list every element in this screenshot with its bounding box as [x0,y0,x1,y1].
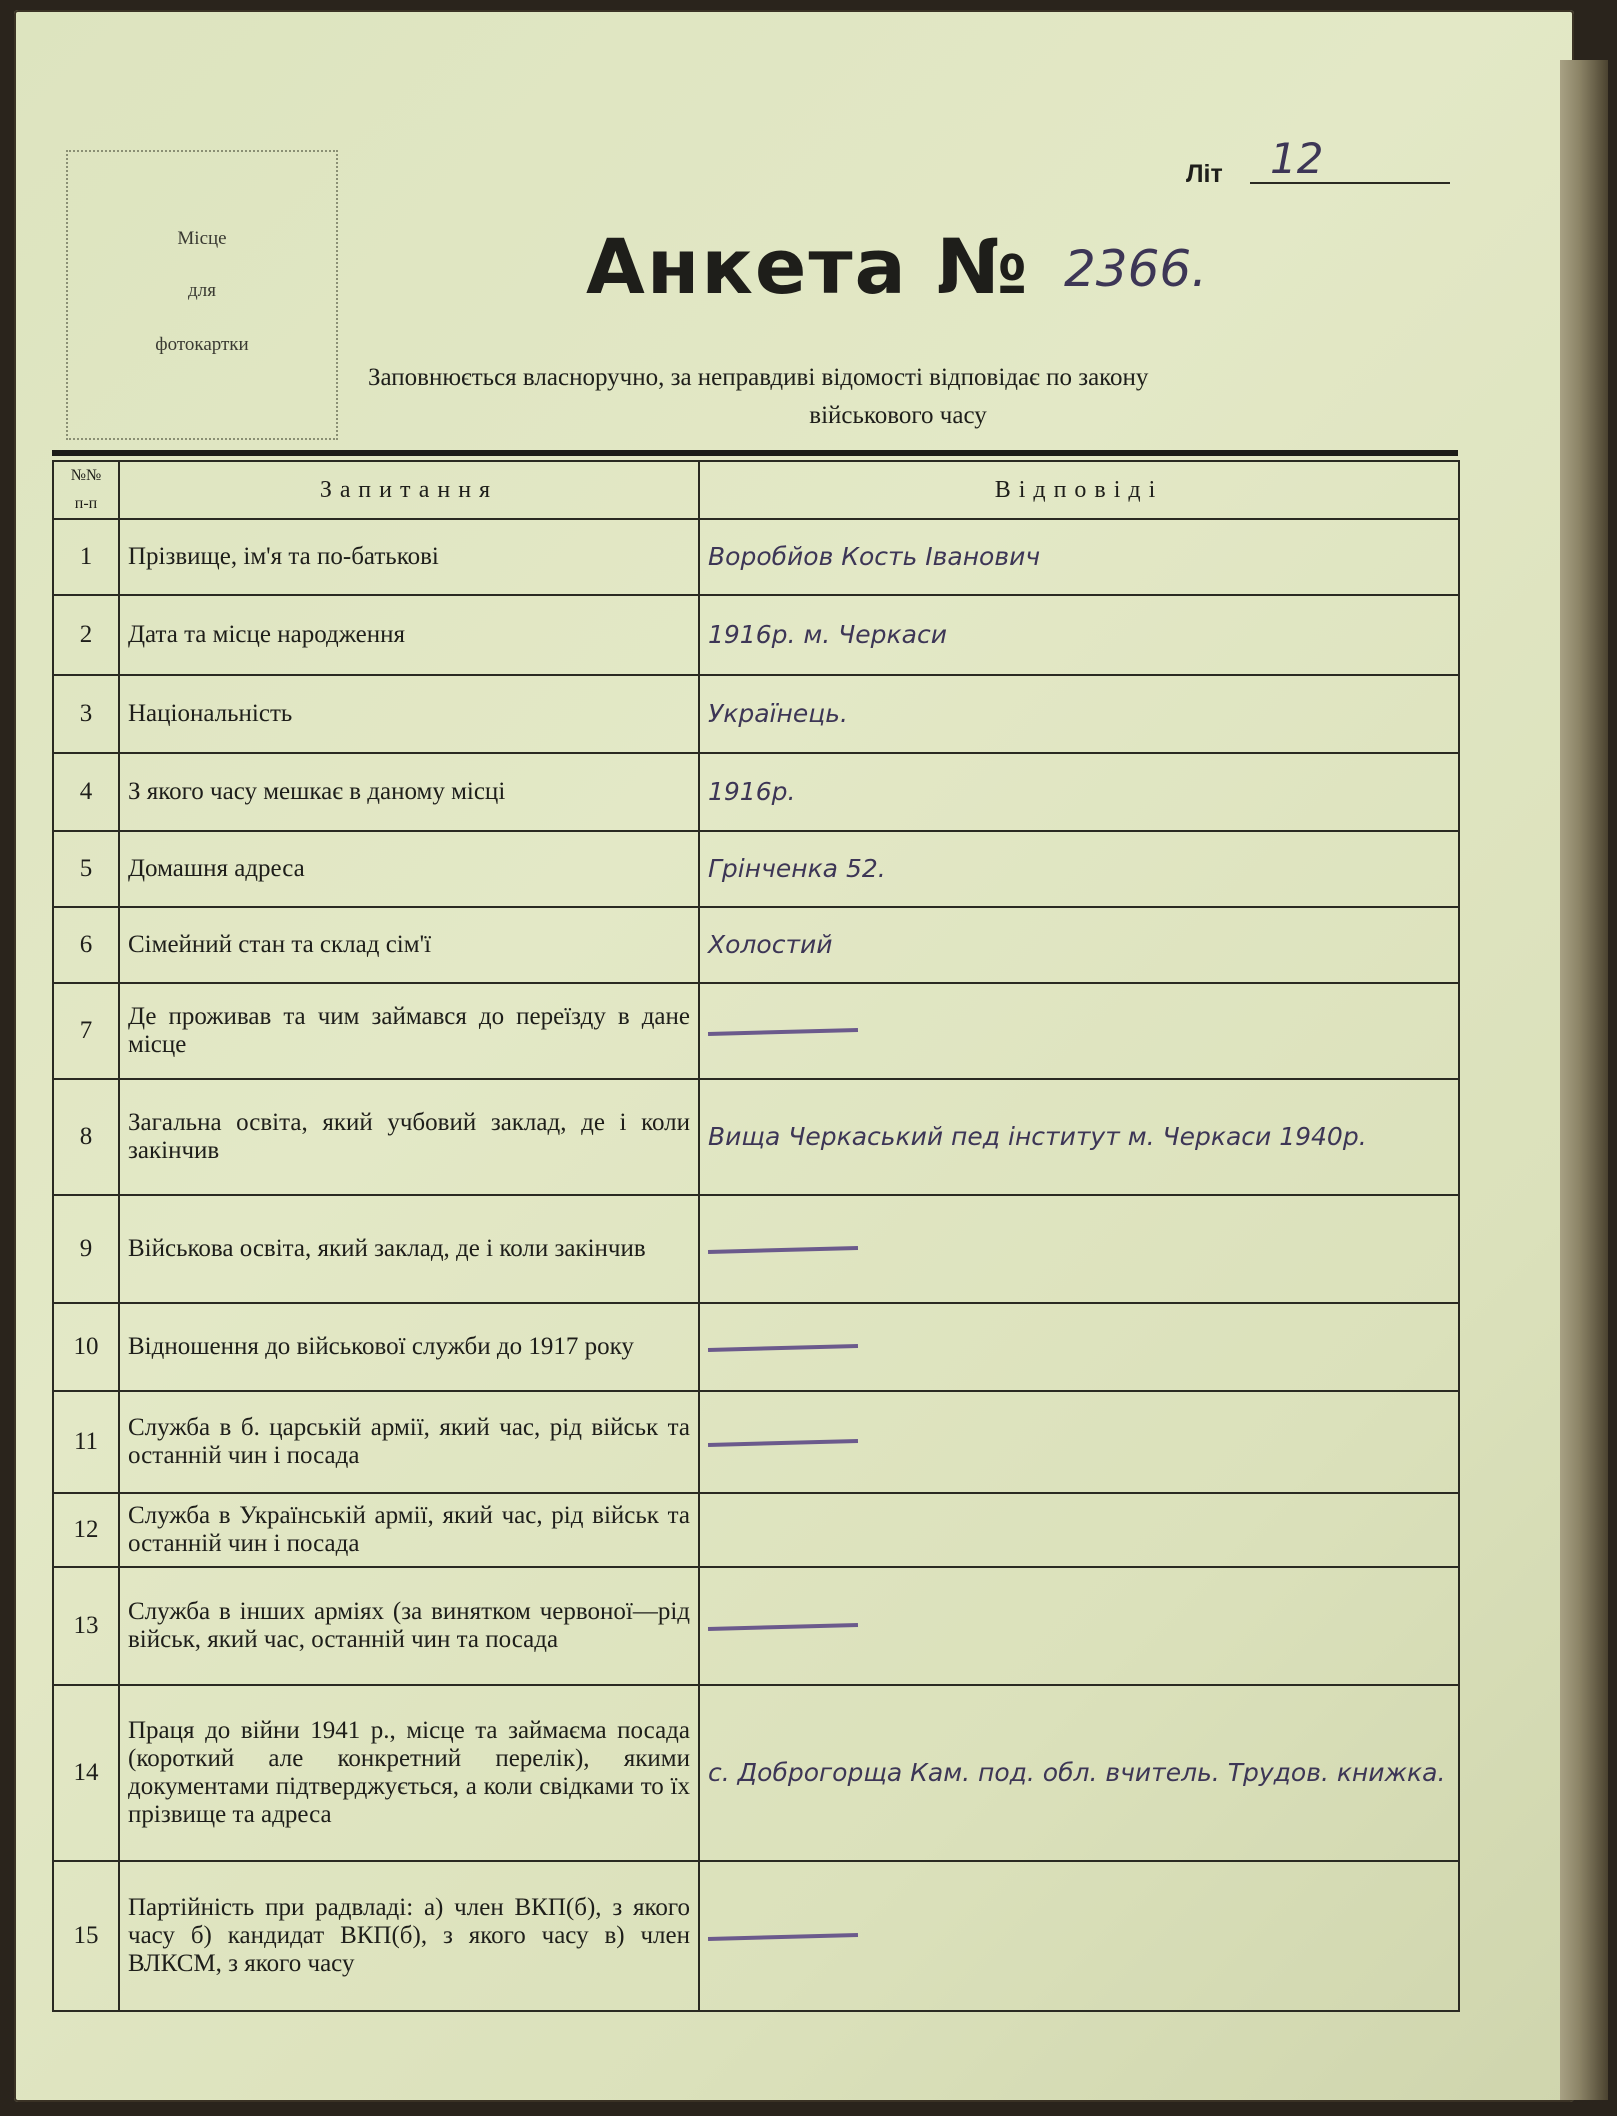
answer-text: с. Доброгорща Кам. под. обл. вчитель. Трудов. книжка. [699,1685,1459,1861]
form-title: Анкета № [586,222,1030,311]
photo-placeholder [66,150,338,440]
row-number: 14 [53,1685,119,1861]
row-number: 8 [53,1079,119,1195]
empty-answer-dash [708,1933,858,1941]
subtitle-line1: Заповнюється власноручно, за неправдиві відомості відповідає по закону [368,364,1149,391]
row-number: 10 [53,1303,119,1391]
answer-text: 1916р. м. Черкаси [699,595,1459,675]
answer-text [699,983,1459,1079]
question-text: Служба в інших арміях (за винятком червоної—рід військ, який час, останній чин та посада [119,1567,699,1685]
answer-text: Грінченка 52. [699,831,1459,907]
answer-text: Українець. [699,675,1459,753]
answer-text [699,1195,1459,1303]
header-rule [52,450,1458,456]
question-text: Сімейний стан та склад сім'ї [119,907,699,983]
question-text: Відношення до військової служби до 1917 року [119,1303,699,1391]
question-text: Загальна освіта, який учбовий заклад, де і коли закінчив [119,1079,699,1195]
empty-answer-dash [708,1439,858,1447]
table-row [53,983,1459,1079]
row-number: 15 [53,1861,119,2011]
table-row [53,1493,1459,1567]
row-number: 7 [53,983,119,1079]
answer-text [699,1861,1459,2011]
question-text: Служба в Українській армії, який час, рід військ та останній чин і посада [119,1493,699,1567]
question-text: Прізвище, ім'я та по-батькові [119,519,699,595]
empty-answer-dash [708,1028,858,1036]
subtitle-line2: військового часу [809,402,987,429]
table-row [53,831,1459,907]
question-text: Праця до війни 1941 р., місце та займаєма посада (короткий але конкретний перелік), якими документами підтверджується, а коли свідками то їх прізвище та адреса [119,1685,699,1861]
answer-text [699,1493,1459,1567]
row-number: 4 [53,753,119,831]
table-row [53,1391,1459,1493]
photo-label-line1: Місце [177,228,227,249]
question-text: Де проживав та чим займався до переїзду в дане місце [119,983,699,1079]
question-text: Партійність при радвладі: а) член ВКП(б), з якого часу б) кандидат ВКП(б), з якого часу в) член ВЛКСМ, з якого часу [119,1861,699,2011]
row-number: 3 [53,675,119,753]
empty-answer-dash [708,1344,858,1352]
table-header-row [53,461,1459,519]
row-number: 6 [53,907,119,983]
empty-answer-dash [708,1246,858,1254]
photo-label-line3: фотокартки [155,334,249,355]
header-num: №№ п-п [53,461,119,519]
answer-text [699,1567,1459,1685]
empty-answer-dash [708,1623,858,1631]
table-row [53,1567,1459,1685]
answer-text: Холостий [699,907,1459,983]
form-number: 2366. [1064,240,1208,298]
table-row [53,1079,1459,1195]
table-row [53,675,1459,753]
lit-value: 12 [1270,134,1324,183]
question-text: З якого часу мешкає в даному місці [119,753,699,831]
row-number: 13 [53,1567,119,1685]
table-row [53,907,1459,983]
table-row [53,1303,1459,1391]
question-text: Національність [119,675,699,753]
table-row [53,1685,1459,1861]
row-number: 2 [53,595,119,675]
page-edge [1560,60,1608,2100]
question-text: Служба в б. царській армії, який час, рід військ та останній чин і посада [119,1391,699,1493]
question-text: Дата та місце народження [119,595,699,675]
table-row [53,1861,1459,2011]
lit-label: Літ [1186,160,1223,188]
answer-text: 1916р. [699,753,1459,831]
table-row [53,595,1459,675]
photo-label-line2: для [188,280,216,301]
question-text: Військова освіта, який заклад, де і коли закінчив [119,1195,699,1303]
answer-text [699,1391,1459,1493]
questionnaire-table [52,460,1460,2012]
header-answer: Відповіді [699,461,1459,519]
answer-text [699,1303,1459,1391]
row-number: 1 [53,519,119,595]
table-row [53,519,1459,595]
row-number: 11 [53,1391,119,1493]
table-row [53,1195,1459,1303]
question-text: Домашня адреса [119,831,699,907]
answer-text: Вища Черкаський пед інститут м. Черкаси 1940р. [699,1079,1459,1195]
table-row [53,753,1459,831]
row-number: 9 [53,1195,119,1303]
answer-text: Воробйов Кость Іванович [699,519,1459,595]
header-question: Запитання [119,461,699,519]
row-number: 5 [53,831,119,907]
row-number: 12 [53,1493,119,1567]
